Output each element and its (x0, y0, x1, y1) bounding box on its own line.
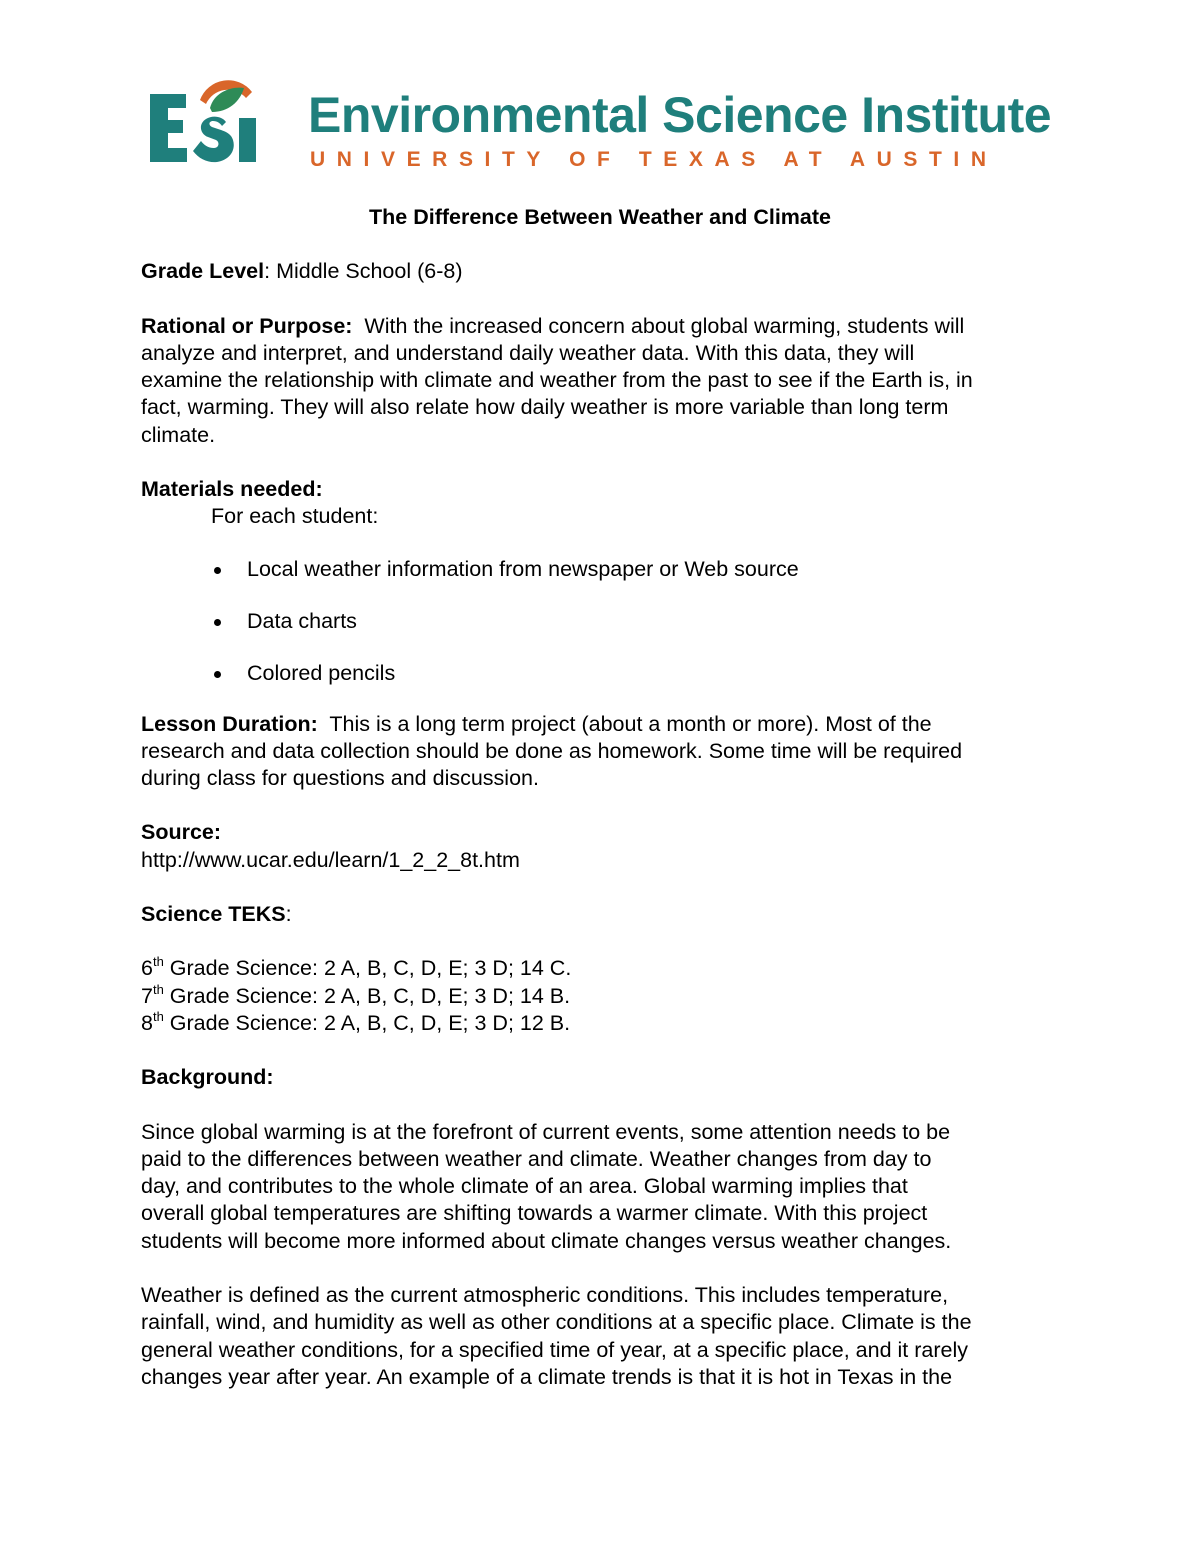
background-line: rainfall, wind, and humidity as well as other conditions at a specific place. Climate is the (141, 1310, 972, 1335)
duration-label: Lesson Duration: (141, 711, 318, 736)
list-item: Local weather information from newspaper or Web source (141, 556, 1071, 583)
bullet-icon (214, 671, 221, 678)
background-line: Since global warming is at the forefront of current events, some attention needs to be (141, 1119, 951, 1144)
grade-level: Grade Level: Middle School (6-8) (141, 259, 463, 284)
materials-section (141, 476, 1071, 687)
rationale-label: Rational or Purpose: (141, 313, 353, 338)
grade-level-value: Middle School (6-8) (276, 259, 463, 284)
background-line: changes year after year. An example of a climate trends is that it is hot in Texas in the (141, 1364, 953, 1389)
esi-logo (148, 78, 1052, 174)
rationale-line: With the increased concern about global warming, students will (364, 313, 965, 338)
document-title: The Difference Between Weather and Climate (369, 205, 831, 229)
duration-section (141, 711, 1071, 793)
teks-row: 7th Grade Science: 2 A, B, C, D, E; 3 D; 14 B. (141, 981, 571, 1008)
bullet-icon (214, 619, 221, 626)
rationale-line: examine the relationship with climate and weather from the past to see if the Earth is, in (141, 368, 973, 393)
background-section (141, 1064, 1071, 1391)
background-line: general weather conditions, for a specified time of year, at a specific place, and it rarely (141, 1337, 968, 1362)
source-url: http://www.ucar.edu/learn/1_2_2_8t.htm (141, 847, 520, 872)
document-body (141, 204, 1071, 1391)
university-name: UNIVERSITY OF TEXAS AT AUSTIN (310, 148, 998, 171)
source-label: Source: (141, 820, 222, 845)
teks-section: Science TEKS: 6th Grade Science: 2 A, B, C, D, E; 3 D; 14 C. 7th Grade Science: 2 A, B, C, D, E; 3 D; 14 B. 8th Grade Science: 2 A, B, C, D, E; 3 D; 12 B. (141, 901, 1071, 1037)
source-section (141, 819, 1071, 874)
background-line: students will become more informed about climate changes versus weather changes. (141, 1228, 952, 1253)
background-line: overall global temperatures are shifting towards a warmer climate. With this project (141, 1201, 928, 1226)
rationale-line: analyze and interpret, and understand daily weather data. With this data, they will (141, 340, 915, 365)
rationale-section (141, 313, 1071, 449)
institute-name: Environmental Science Institute (308, 87, 1052, 143)
teks-label: Science TEKS (141, 902, 286, 927)
list-item: Colored pencils (141, 660, 1071, 687)
list-item: Data charts (141, 608, 1071, 635)
background-line: Weather is defined as the current atmospheric conditions. This includes temperature, (141, 1283, 949, 1308)
materials-label: Materials needed: (141, 477, 323, 502)
bullet-icon (214, 567, 221, 574)
rationale-line: fact, warming. They will also relate how daily weather is more variable than long term (141, 395, 949, 420)
background-line: paid to the differences between weather and climate. Weather changes from day to (141, 1146, 932, 1171)
materials-list (141, 556, 1071, 688)
duration-line: during class for questions and discussion. (141, 766, 539, 791)
duration-line: This is a long term project (about a month or more). Most of the (329, 711, 932, 736)
grade-level-label: Grade Level (141, 259, 265, 284)
background-label: Background: (141, 1065, 274, 1090)
teks-row: 6th Grade Science: 2 A, B, C, D, E; 3 D; 14 C. (141, 954, 572, 981)
materials-intro: For each student: (211, 504, 379, 529)
esi-logo-mark (148, 78, 260, 174)
duration-line: research and data collection should be done as homework. Some time will be required (141, 738, 963, 763)
teks-row: 8th Grade Science: 2 A, B, C, D, E; 3 D; 12 B. (141, 1008, 571, 1035)
background-line: day, and contributes to the whole climate of an area. Global warming implies that (141, 1174, 908, 1199)
rationale-line: climate. (141, 422, 216, 447)
